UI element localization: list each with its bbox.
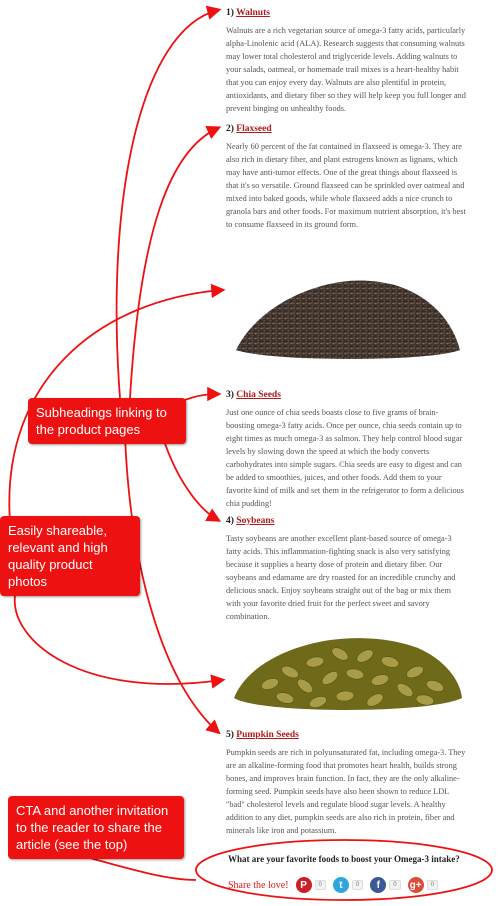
product-link-flaxseed[interactable]: Flaxseed: [236, 124, 272, 134]
product-link-chia-seeds[interactable]: Chia Seeds: [236, 390, 281, 400]
article-item-soybeans: [226, 514, 466, 623]
article-item-pumpkin-seeds: [226, 728, 466, 837]
item-number: 4): [226, 516, 234, 526]
item-number: 3): [226, 390, 234, 400]
share-count: 0: [352, 880, 363, 890]
soybeans-photo: [230, 614, 465, 718]
callout-cta: CTA and another invitation to the reader to share the article (see the top): [8, 796, 184, 859]
arrow-to-flaxseed: [130, 128, 218, 398]
chia-seeds-photo: [230, 252, 465, 374]
share-bar: [228, 876, 442, 894]
article-item-flaxseed: [226, 122, 466, 231]
item-description: Pumpkin seeds are rich in polyunsaturated fat, including omega-3. They are an alkaline-forming food that promotes heart health, builds strong bones, and improves brain function. In fact, they are the only alkaline-forming seed. Pumpkin seeds have also been shown to reduce LDL "bad" cholesterol levels and regulate blood sugar levels. A healthy addition to any diet, pumpkin seeds are also rich in protein, fiber and minerals like iron and potassium.: [226, 748, 466, 835]
share-count: 0: [389, 880, 400, 890]
item-description: Tasty soybeans are another excellent plant-based source of omega-3 fatty acids. This inflammation-fighting snack is also very satisfying because it supplies a hearty dose of protein and dietary fiber. Our soybeans and edamame are dry roasted for an incredible crunchy and delicious snack. Enjoy soybeans straight out of the bag or mix them with your favorite dried fruit for the perfect sweet and savory combination.: [226, 534, 456, 621]
item-description: Just one ounce of chia seeds boasts close to five grams of brain-boosting omega-3 fatty acids. Once per ounce, chia seeds contain up to eight times as much omega-3 as salmon. They help control blood sugar levels by slowing down the speed at which the body converts carbohydrates into simple sugars. Chia seeds are easy to digest and can be added to smoothies, juices, and other foods. Add them to your favorite kind of milk and set them in the refrigerator to form a delicious chia pudding!: [226, 408, 465, 508]
callout-photos: Easily shareable, relevant and high quality product photos: [0, 516, 140, 596]
arrow-to-soybean-photo: [15, 596, 222, 684]
pinterest-icon[interactable]: P: [296, 877, 312, 893]
item-heading: [226, 728, 466, 742]
item-heading: [226, 6, 466, 20]
product-link-pumpkin-seeds[interactable]: Pumpkin Seeds: [236, 730, 299, 740]
item-number: 1): [226, 8, 234, 18]
share-count: 0: [427, 880, 438, 890]
article-item-chia-seeds: [226, 388, 466, 510]
product-link-soybeans[interactable]: Soybeans: [236, 516, 275, 526]
item-heading: [226, 122, 466, 136]
share-count: 0: [315, 880, 326, 890]
arrow-to-walnuts: [117, 10, 218, 398]
cta-question: What are your favorite foods to boost your Omega-3 intake?: [228, 854, 460, 864]
callout-subheadings: Subheadings linking to the product pages: [28, 398, 186, 444]
item-heading: [226, 388, 466, 402]
item-number: 5): [226, 730, 234, 740]
facebook-icon[interactable]: f: [370, 877, 386, 893]
googleplus-icon[interactable]: g+: [408, 877, 424, 893]
twitter-icon[interactable]: t: [333, 877, 349, 893]
share-label: Share the love!: [228, 879, 289, 891]
article-item-walnuts: [226, 6, 466, 115]
item-heading: [226, 514, 466, 528]
item-description: Walnuts are a rich vegetarian source of omega-3 fatty acids, particularly alpha-Linolenic acid (ALA). Research suggests that consuming walnuts may lower total cholesterol and triglyceride levels. Adding walnuts to your salads, oatmeal, or homemade trail mixes is a heart-healthy habit that you can enjoy every day. Walnuts are also plentiful in protein, antioxidants, and dietary fiber so they will help keep you full longer and prevent binging on unhealthy foods.: [226, 26, 466, 113]
item-description: Nearly 60 percent of the fat contained in flaxseed is omega-3. They are also rich in dietary fiber, and plant estrogens known as lignans, which may have anti-tumor effects. One of the great things about flaxseed is that it's so versatile. Ground flaxseed can be sprinkled over oatmeal and mixed into baked goods, while whole flaxseed adds a nice crunch to granola bars and other foods. For maximum nutrient absorption, it's best to consume flaxseed in its ground form.: [226, 142, 466, 229]
product-link-walnuts[interactable]: Walnuts: [236, 8, 270, 18]
item-number: 2): [226, 124, 234, 134]
